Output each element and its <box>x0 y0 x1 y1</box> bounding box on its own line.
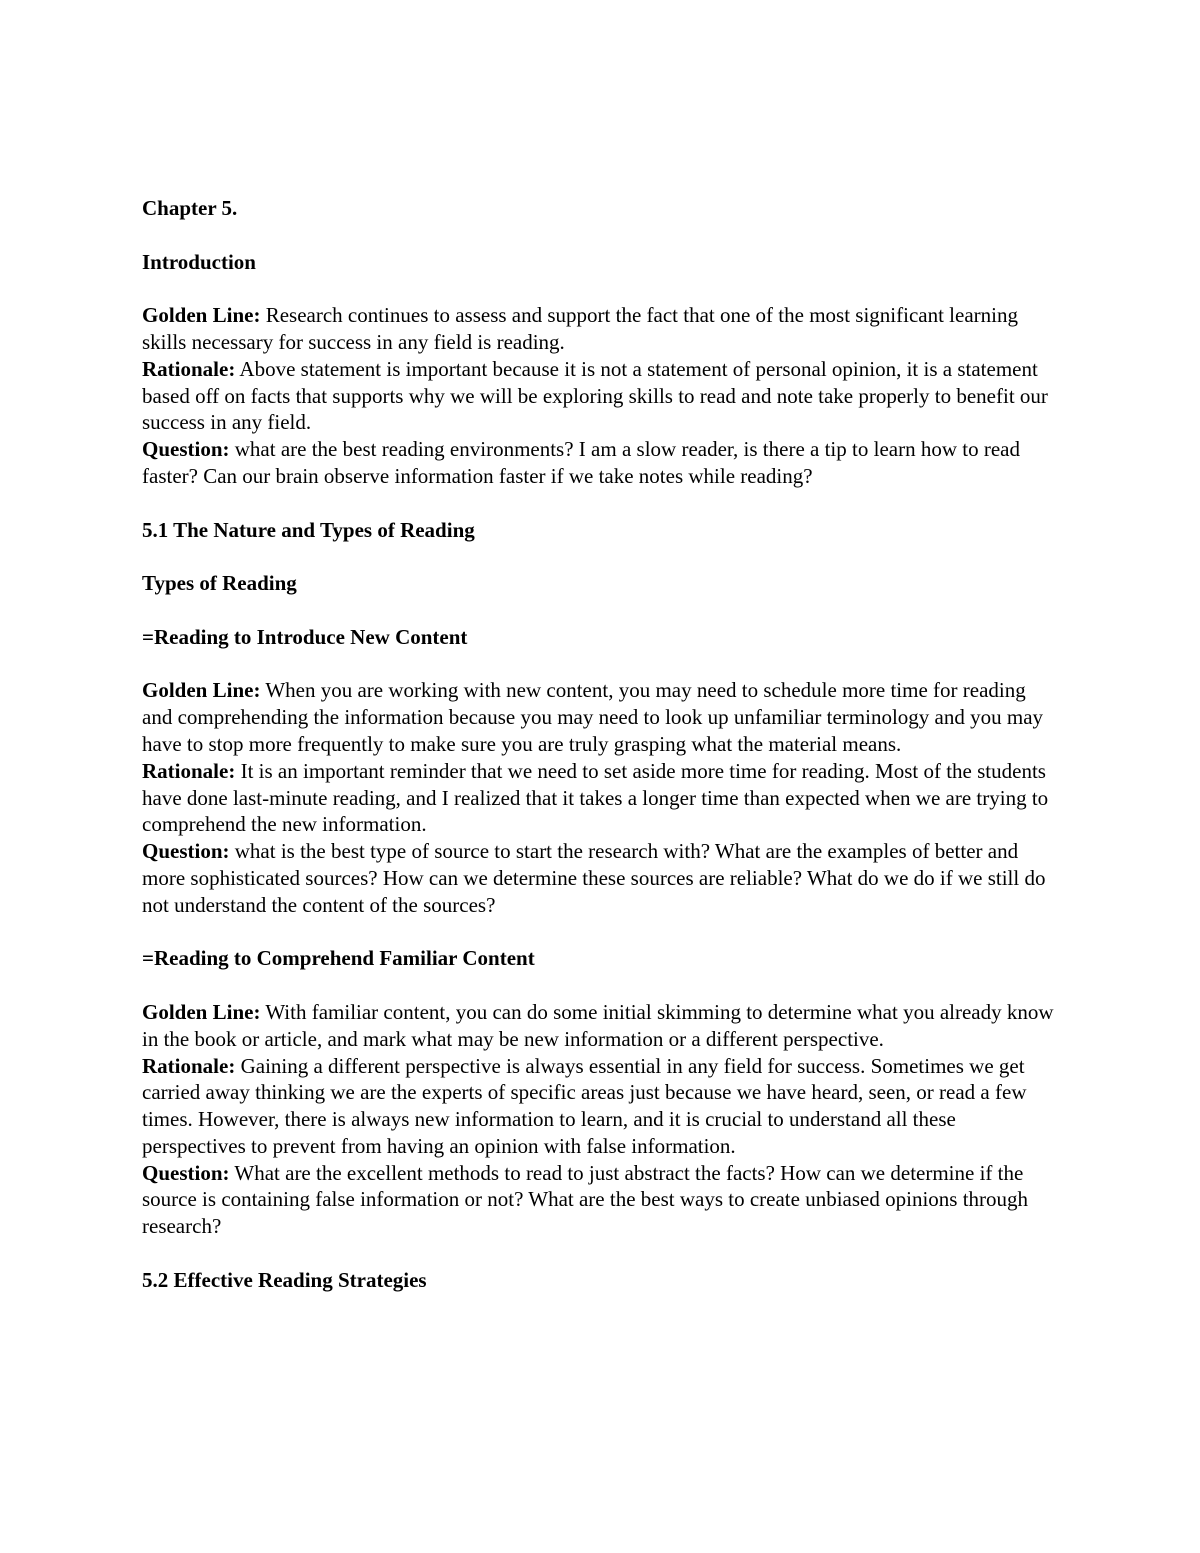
golden-line-label: Golden Line: <box>142 303 261 328</box>
golden-line-text: When you are working with new content, you may need to schedule more time for reading and comprehending the information because you may need to look up unfamiliar terminology and you may have to stop more frequently to make sure you are truly grasping what the material means. <box>142 678 1044 756</box>
question-text: what is the best type of source to start the research with? What are the examples of better and more sophisticated sources? How can we determine these sources are reliable? What do we do if we still do not understand the content of the sources? <box>142 839 1046 917</box>
golden-line-text: With familiar content, you can do some initial skimming to determine what you already know in the book or article, and mark what may be new information or a different perspective. <box>142 999 1054 1051</box>
chapter-title: Chapter 5. <box>142 196 238 220</box>
document-body <box>142 195 1060 1294</box>
new-content-question <box>142 838 1060 918</box>
question-label: Question: <box>142 1160 230 1185</box>
new-content-golden-line <box>142 677 1060 757</box>
new-content-rationale <box>142 758 1060 838</box>
familiar-content-rationale <box>142 1053 1060 1160</box>
rationale-text: It is an important reminder that we need to set aside more time for reading. Most of the students have done last-minute reading, and I realized that it takes a longer time than expected when we are trying to comprehend the new information. <box>142 758 1049 837</box>
introduction-heading: Introduction <box>142 249 256 274</box>
familiar-content-golden-line <box>142 999 1060 1053</box>
question-label: Question: <box>142 437 230 462</box>
rationale-text: Gaining a different perspective is always essential in any field for success. Sometimes we get carried away thinking we are the experts of specific areas just because we have heard, seen, or read a few times. However, there is always new information to learn, and it is crucial to understand all these perspectives to prevent from having an opinion with false information. <box>142 1053 1027 1158</box>
rationale-text: Above statement is important because it is not a statement of personal opinion, it is a statement based off on facts that supports why we will be exploring skills to read and note take properly to benefit our success in any field. <box>142 356 1048 435</box>
intro-golden-line <box>142 302 1060 356</box>
question-text: What are the excellent methods to read to just abstract the facts? How can we determine if the source is containing false information or not? What are the best ways to create unbiased opinions through research? <box>142 1160 1029 1239</box>
rationale-label: Rationale: <box>142 758 236 783</box>
question-text: what are the best reading environments? I am a slow reader, is there a tip to learn how to read faster? Can our brain observe information faster if we take notes while reading? <box>142 437 1020 488</box>
golden-line-label: Golden Line: <box>142 678 261 703</box>
rationale-label: Rationale: <box>142 1053 236 1078</box>
section-5-2-heading: 5.2 Effective Reading Strategies <box>142 1267 427 1292</box>
question-label: Question: <box>142 839 230 864</box>
intro-rationale <box>142 356 1060 436</box>
golden-line-text: Research continues to assess and support the fact that one of the most significant learning skills necessary for success in any field is reading. <box>142 303 1018 354</box>
intro-question <box>142 436 1060 490</box>
section-5-1-heading: 5.1 The Nature and Types of Reading <box>142 517 475 542</box>
new-content-heading: =Reading to Introduce New Content <box>142 624 468 649</box>
familiar-content-heading: =Reading to Comprehend Familiar Content <box>142 946 535 971</box>
golden-line-label: Golden Line: <box>142 999 261 1024</box>
rationale-label: Rationale: <box>142 356 236 381</box>
types-of-reading-heading: Types of Reading <box>142 571 297 596</box>
familiar-content-question <box>142 1160 1060 1240</box>
